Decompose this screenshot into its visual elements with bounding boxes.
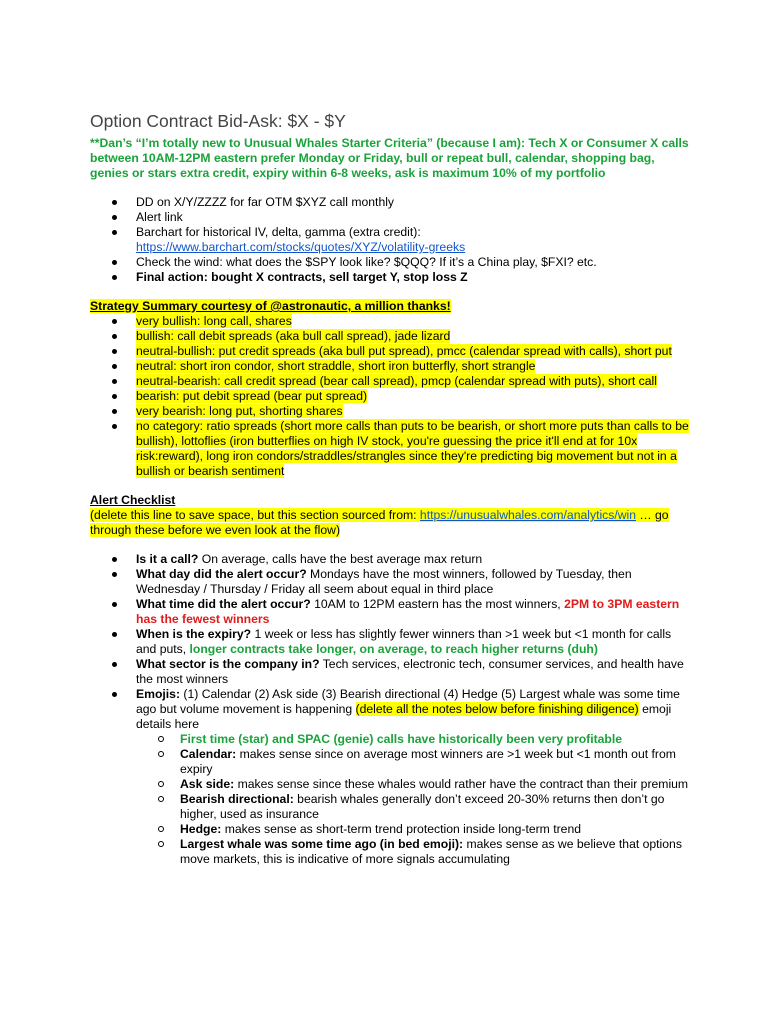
alert-source-note: (delete this line to save space, but this section sourced from: https://unusualwhales.com/analytics/win … go through these before we even look at the flow) [90,508,669,537]
list-item: neutral-bullish: put credit spreads (aka bull put spread), pmcc (calendar spread with calls), short put [90,344,690,359]
bullet-icon [112,379,117,384]
circle-bullet-icon [158,841,164,847]
list-item: Barchart for historical IV, delta, gamma (extra credit): https://www.barchart.com/stocks/quotes/XYZ/volatility-greeks [90,225,690,255]
strategy-heading: Strategy Summary courtesy of @astronautic, a million thanks! [90,299,451,313]
bullet-icon [112,662,117,667]
bullet-icon [112,424,117,429]
list-item: Alert link [90,210,690,225]
list-item: What sector is the company in? Tech services, electronic tech, consumer services, and health have the most winners [90,657,690,687]
list-item: Ask side: makes sense since these whales would rather have the contract than their premium [90,777,690,792]
list-item: neutral: short iron condor, short straddle, short iron butterfly, short strangle [90,359,690,374]
list-item: Largest whale was some time ago (in bed emoji): makes sense as we believe that options move markets, this is indicative of more signals accumulating [90,837,690,867]
bullet-icon [112,334,117,339]
list-item: bullish: call debit spreads (aka bull call spread), jade lizard [90,329,690,344]
list-item: Hedge: makes sense as short-term trend protection inside long-term trend [90,822,690,837]
bullet-icon [112,602,117,607]
bullet-icon [112,275,117,280]
list-item: DD on X/Y/ZZZZ for far OTM $XYZ call monthly [90,195,690,210]
alert-checklist [90,552,690,867]
bullet-icon [112,319,117,324]
list-item: Calendar: makes sense since on average most winners are >1 week but <1 month out from expiry [90,747,690,777]
bullet-icon [112,632,117,637]
bullet-icon [112,557,117,562]
list-item: Final action: bought X contracts, sell target Y, stop loss Z [90,270,690,285]
list-item: no category: ratio spreads (short more calls than puts to be bearish, or short more puts than calls to be bullish), lottoflies (iron butterflies on high IV stock, you're guessing the price it'll end at for 10x risk:reward), long iron condors/straddles/strangles since they're predicting big movement but not in a bullish or bearish sentiment [90,419,690,479]
list-item: Bearish directional: bearish whales generally don’t exceed 20-30% returns then don’t go higher, used as insurance [90,792,690,822]
circle-bullet-icon [158,751,164,757]
list-item: Check the wind: what does the $SPY look like? $QQQ? If it’s a China play, $FXI? etc. [90,255,690,270]
list-item: Emojis: (1) Calendar (2) Ask side (3) Bearish directional (4) Hedge (5) Largest whale was some time ago but volume movement is happening (delete all the notes below before finishing diligence) emoji details here [90,687,690,732]
circle-bullet-icon [158,736,164,742]
document-page [90,110,690,867]
list-item: First time (star) and SPAC (genie) calls have historically been very profitable [90,732,690,747]
bullet-icon [112,394,117,399]
page-title: Option Contract Bid-Ask: $X - $Y [90,111,346,131]
list-item: Is it a call? On average, calls have the best average max return [90,552,690,567]
alert-checklist-heading: Alert Checklist [90,493,176,507]
list-item: very bullish: long call, shares [90,314,690,329]
strategy-list [90,314,690,479]
bullet-icon [112,409,117,414]
list-item: What time did the alert occur? 10AM to 12PM eastern has the most winners, 2PM to 3PM eastern has the fewest winners [90,597,690,627]
bullet-icon [112,260,117,265]
bullet-icon [112,230,117,235]
circle-bullet-icon [158,826,164,832]
list-item: What day did the alert occur? Mondays have the most winners, followed by Tuesday, then Wednesday / Thursday / Friday all seem about equal in third place [90,567,690,597]
circle-bullet-icon [158,781,164,787]
list-item: When is the expiry? 1 week or less has slightly fewer winners than >1 week but <1 month for calls and puts, longer contracts take longer, on average, to reach higher returns (duh) [90,627,690,657]
unusual-whales-link[interactable]: https://unusualwhales.com/analytics/win [419,508,637,522]
barchart-link[interactable]: https://www.barchart.com/stocks/quotes/XYZ/volatility-greeks [136,240,466,254]
bullet-icon [112,572,117,577]
bullet-icon [112,200,117,205]
list-item: bearish: put debit spread (bear put spread) [90,389,690,404]
bullet-icon [112,349,117,354]
list-item: very bearish: long put, shorting shares [90,404,690,419]
bullet-icon [112,364,117,369]
list-item: neutral-bearish: call credit spread (bear call spread), pmcp (calendar spread with puts), short call [90,374,690,389]
dd-checklist [90,195,690,285]
starter-criteria-note: **Dan’s “I’m totally new to Unusual Whales Starter Criteria” (because I am): Tech X or Consumer X calls between 10AM-12PM eastern prefer Monday or Friday, bull or repeat bull, calendar, shopping bag, genies or stars extra credit, expiry within 6-8 weeks, ask is maximum 10% of my portfolio [90,136,689,180]
bullet-icon [112,692,117,697]
bullet-icon [112,215,117,220]
circle-bullet-icon [158,796,164,802]
